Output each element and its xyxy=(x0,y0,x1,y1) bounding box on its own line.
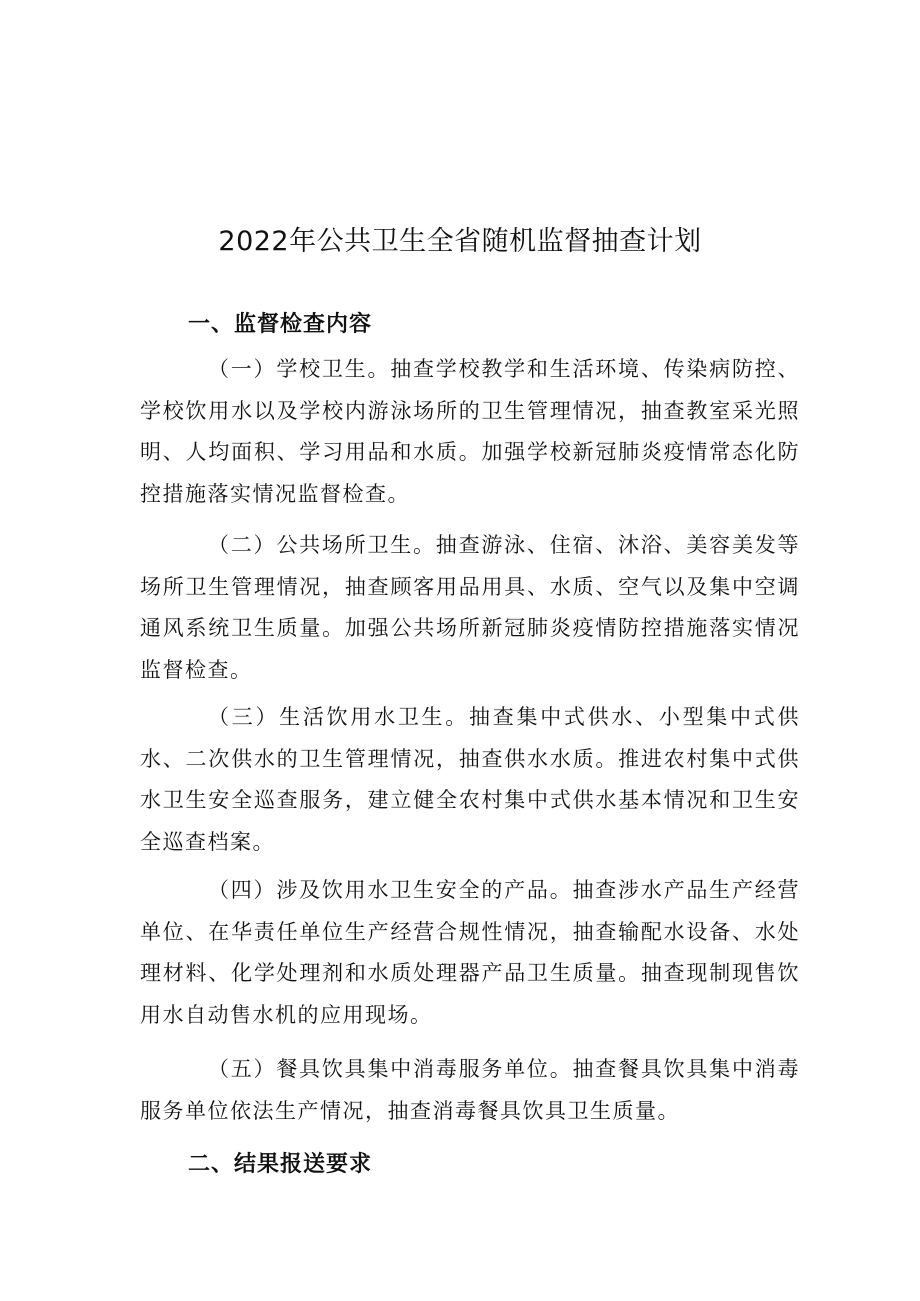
paragraph-tableware-disinfection: （五）餐具饮具集中消毒服务单位。抽查餐具饮具集中消毒服务单位依法生产情况，抽查消毒餐具饮具卫生质量。 xyxy=(140,1057,800,1123)
section-heading-inspection-content: 一、监督检查内容 xyxy=(188,312,373,337)
paragraph-school-hygiene: （一）学校卫生。抽查学校教学和生活环境、传染病防控、学校饮用水以及学校内游泳场所的卫生管理情况，抽查教室采光照明、人均面积、学习用品和水质。加强学校新冠肺炎疫情常态化防控措施落实情况监督检查。 xyxy=(140,357,800,506)
section-heading-result-reporting: 二、结果报送要求 xyxy=(188,1152,373,1177)
paragraph-public-places-hygiene: （二）公共场所卫生。抽查游泳、住宿、沐浴、美容美发等场所卫生管理情况，抽查顾客用品用具、水质、空气以及集中空调通风系统卫生质量。加强公共场所新冠肺炎疫情防控措施落实情况监督检查。 xyxy=(140,533,800,682)
paragraph-water-related-products: （四）涉及饮用水卫生安全的产品。抽查涉水产品生产经营单位、在华责任单位生产经营合规性情况，抽查输配水设备、水处理材料、化学处理剂和水质处理器产品卫生质量。抽查现制现售饮用水自动售水机的应用现场。 xyxy=(140,878,800,1027)
document-title: 2022年公共卫生全省随机监督抽查计划 xyxy=(218,226,702,257)
paragraph-drinking-water-hygiene: （三）生活饮用水卫生。抽查集中式供水、小型集中式供水、二次供水的卫生管理情况，抽查供水水质。推进农村集中式供水卫生安全巡查服务，建立健全农村集中式供水基本情况和卫生安全巡查档案。 xyxy=(140,705,800,854)
